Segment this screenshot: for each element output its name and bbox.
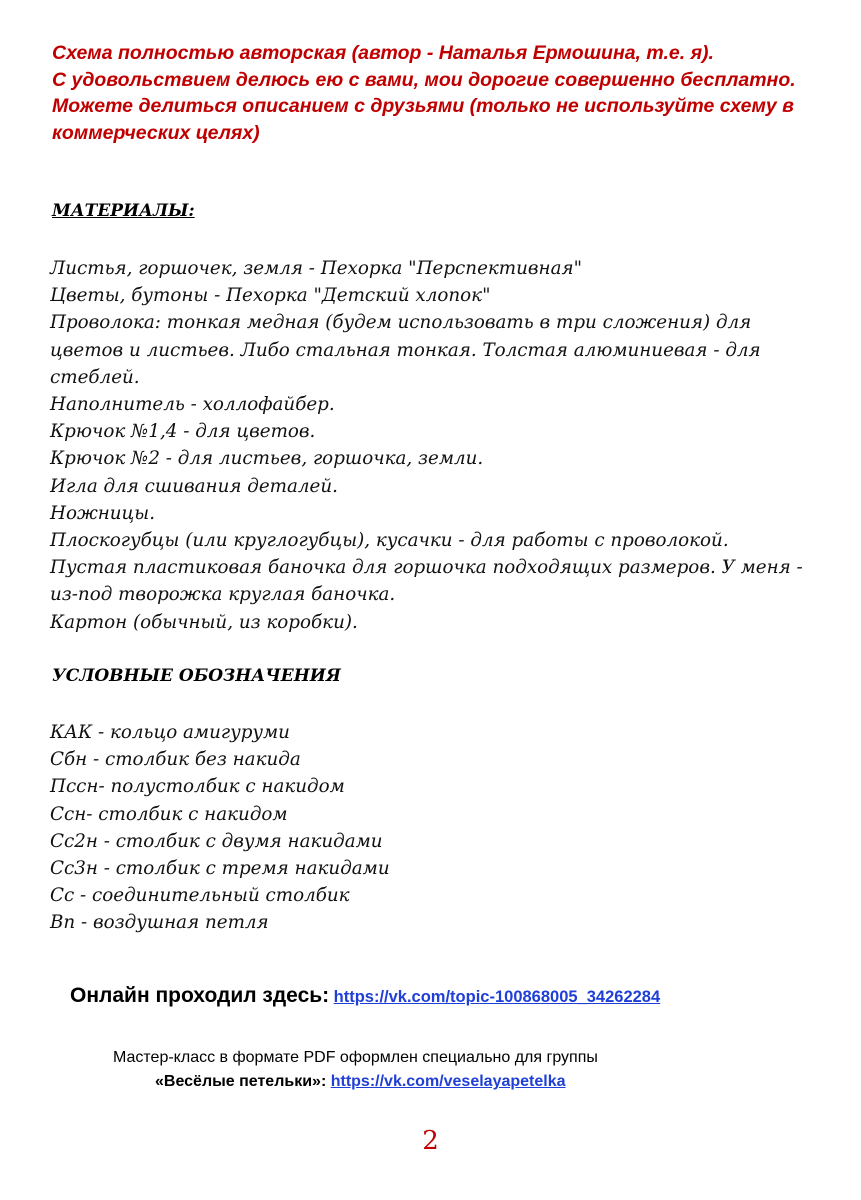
page-number: 2 <box>422 1126 439 1156</box>
footer-note: Мастер-класс в формате PDF оформлен специально для группы <box>113 1049 598 1066</box>
footer-group-link[interactable]: https://vk.com/veselayapetelka <box>330 1073 566 1090</box>
online-source <box>70 984 660 1008</box>
author-notice-line: С удовольствием делюсь ею с вами, мои дорогие совершенно бесплатно. <box>52 68 796 91</box>
list-item: Крючок №1,4 - для цветов. <box>50 421 316 443</box>
list-item: Сбн - столбик без накида <box>50 749 301 771</box>
list-item: Вп - воздушная петля <box>50 912 269 934</box>
legend-heading: УСЛОВНЫЕ ОБОЗНАЧЕНИЯ <box>52 666 341 686</box>
list-item: Плоскогубцы (или круглогубцы), кусачки - для работы с проволокой. <box>50 530 729 552</box>
list-item: Пссн- полустолбик с накидом <box>50 776 345 798</box>
author-notice <box>52 40 842 146</box>
legend-list <box>50 719 830 937</box>
list-item: Крючок №2 - для листьев, горшочка, земли. <box>50 448 484 470</box>
list-item: Сс3н - столбик с тремя накидами <box>50 858 390 880</box>
list-item: Сс - соединительный столбик <box>50 885 350 907</box>
list-item: Картон (обычный, из коробки). <box>50 611 358 633</box>
list-item: Игла для сшивания деталей. <box>50 475 338 497</box>
list-item: Пустая пластиковая баночка для горшочка подходящих размеров. У меня - из-под творожка круглая баночка. <box>50 557 803 606</box>
list-item: Сс2н - столбик с двумя накидами <box>50 830 383 852</box>
materials-list <box>50 255 830 636</box>
materials-heading: МАТЕРИАЛЫ: <box>52 201 195 221</box>
author-notice-line: Можете делиться описанием с друзьями (только не используйте схему в коммерческих целях) <box>52 95 794 144</box>
footer-group-line <box>155 1070 566 1094</box>
author-notice-line: Схема полностью авторская (автор - Наталья Ермошина, т.е. я). <box>52 42 714 64</box>
online-source-link[interactable]: https://vk.com/topic-100868005_34262284 <box>333 988 661 1006</box>
list-item: Цветы, бутоны - Пехорка "Детский хлопок" <box>50 285 491 307</box>
list-item: Проволока: тонкая медная (будем использовать в три сложения) для цветов и листьев. Либо стальная тонкая. Толстая алюминиевая - для стеблей. <box>50 312 761 388</box>
list-item: КАК - кольцо амигуруми <box>50 722 290 743</box>
online-source-label: Онлайн проходил здесь: <box>70 984 330 1007</box>
list-item: Ножницы. <box>50 502 156 524</box>
list-item: Наполнитель - холлофайбер. <box>50 394 335 416</box>
footer-group-name: «Весёлые петельки»: <box>155 1073 327 1090</box>
list-item: Ссн- столбик с накидом <box>50 803 288 825</box>
list-item: Листья, горшочек, земля - Пехорка "Перспективная" <box>50 258 583 279</box>
